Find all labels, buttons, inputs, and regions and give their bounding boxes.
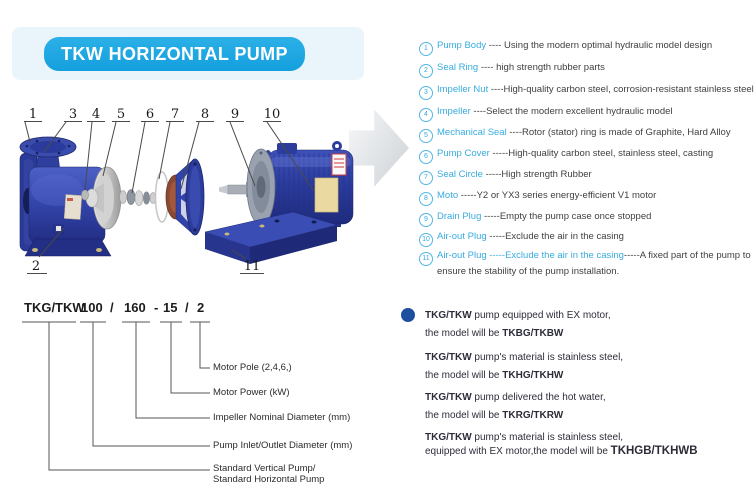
circled-number: 8 bbox=[419, 192, 433, 206]
circled-number: 6 bbox=[419, 150, 433, 164]
model-code-segment: 15 bbox=[163, 300, 178, 315]
mechanical-seal-parts bbox=[120, 190, 157, 206]
model-code-segment: 2 bbox=[197, 300, 205, 315]
part-name: Pump Body bbox=[437, 40, 487, 51]
impeller-nut bbox=[82, 190, 89, 200]
part-name: Air-out Plug bbox=[437, 250, 487, 261]
pump-cover bbox=[166, 159, 204, 235]
model-code-segment: TKG/TKW bbox=[24, 300, 85, 315]
part-desc: ----High-quality carbon steel, corrosion-resistant stainless steel bbox=[488, 84, 754, 95]
circled-number: 4 bbox=[419, 108, 433, 122]
page-title: TKW HORIZONTAL PUMP bbox=[44, 37, 305, 71]
model-code-segment: / bbox=[110, 300, 114, 315]
model-code-label: Impeller Nominal Diameter (mm) bbox=[213, 412, 351, 423]
part-desc: -----High strength Rubber bbox=[482, 169, 592, 180]
part-name: Seal Ring bbox=[437, 62, 479, 73]
part-name: Drain Plug bbox=[437, 211, 482, 222]
list-item: 11 Air-out Plug -----Exclude the air in the casing-----A fixed part of the pump to ensure the stability of the pump installation. bbox=[419, 250, 756, 279]
part-desc: -----Empty the pump case once stopped bbox=[481, 211, 652, 222]
part-name: Moto bbox=[437, 190, 459, 201]
model-code-label: Pump Inlet/Outlet Diameter (mm) bbox=[213, 440, 353, 451]
model-code-tree-lines bbox=[22, 322, 210, 470]
circled-number: 11 bbox=[419, 252, 433, 266]
svg-text:5: 5 bbox=[116, 107, 126, 122]
list-item bbox=[419, 127, 756, 143]
model-code-label-line: Standard Horizontal Pump bbox=[213, 474, 325, 485]
model-code-label-line: Standard Vertical Pump/ bbox=[213, 463, 316, 474]
svg-text:8: 8 bbox=[200, 107, 210, 122]
model-code-segment: - bbox=[154, 300, 159, 315]
svg-text:4: 4 bbox=[91, 107, 101, 122]
circled-number: 3 bbox=[419, 86, 433, 100]
variant-line: the model will be TKRG/TKRW bbox=[425, 410, 564, 421]
list-item bbox=[419, 190, 756, 206]
variant-line: TKG/TKW pump delivered the hot water, bbox=[425, 392, 606, 403]
motor-shaft bbox=[219, 182, 251, 197]
circled-number: 5 bbox=[419, 129, 433, 143]
circled-number: 7 bbox=[419, 171, 433, 185]
part-desc: ---- Using the modern optimal hydraulic model design bbox=[486, 40, 713, 51]
part-name: Impeller bbox=[437, 106, 471, 117]
list-item bbox=[419, 211, 756, 227]
model-code-segment: 100 bbox=[81, 300, 103, 315]
model-code-segment: / bbox=[185, 300, 189, 315]
pump-base bbox=[205, 212, 337, 264]
circled-number: 2 bbox=[419, 64, 433, 78]
part-desc: ----Rotor (stator) ring is made of Graphite, Hard Alloy bbox=[506, 127, 731, 138]
variant-line: the model will be TKBG/TKBW bbox=[425, 328, 564, 339]
svg-text:3: 3 bbox=[68, 107, 78, 122]
svg-text:1: 1 bbox=[28, 107, 38, 122]
circled-number: 10 bbox=[419, 233, 433, 247]
model-code-segment: 160 bbox=[124, 300, 146, 315]
list-item bbox=[419, 40, 756, 56]
part-desc: -----High-quality carbon steel, stainless steel, casting bbox=[489, 148, 714, 159]
svg-text:9: 9 bbox=[230, 107, 240, 122]
part-name: Pump Cover bbox=[437, 148, 490, 159]
svg-text:10: 10 bbox=[263, 107, 281, 122]
svg-text:6: 6 bbox=[145, 107, 155, 122]
part-desc: -----Y2 or YX3 series energy-efficient V1 motor bbox=[458, 190, 657, 201]
list-item bbox=[419, 148, 756, 164]
part-desc: ---- high strength rubber parts bbox=[478, 62, 605, 73]
part-name: Impeller Nut bbox=[437, 84, 489, 95]
part-name: Air-out Plug bbox=[437, 231, 487, 242]
svg-text:2: 2 bbox=[31, 259, 41, 274]
variant-line: TKG/TKW pump's material is stainless steel, bbox=[425, 352, 624, 363]
circled-number: 1 bbox=[419, 42, 433, 56]
list-item bbox=[419, 231, 756, 247]
part-desc: ----Select the modern excellent hydraulic model bbox=[470, 106, 673, 117]
model-code-label: Motor Pole (2,4,6,) bbox=[213, 362, 292, 373]
model-code-label bbox=[213, 463, 324, 485]
list-item bbox=[419, 84, 756, 100]
part-name: Seal Circle bbox=[437, 169, 483, 180]
variant-line: the model will be TKHG/TKHW bbox=[425, 370, 564, 381]
list-item bbox=[419, 62, 756, 78]
variant-line: TKG/TKW pump equipped with EX motor, bbox=[425, 310, 611, 321]
list-item bbox=[419, 106, 756, 122]
pump-exploded-illustration bbox=[15, 95, 360, 280]
part-desc: -----Exclude the air in the casing bbox=[486, 231, 624, 242]
part-desc: -----A fixed part of the pump to ensure the stability of the pump installation. bbox=[437, 250, 751, 277]
svg-text:7: 7 bbox=[170, 107, 180, 122]
variant-line: equipped with EX motor,the model will be TKHGB/TKHWB bbox=[425, 445, 698, 457]
variant-line: TKG/TKW pump's material is stainless steel, bbox=[425, 432, 624, 443]
bullet-dot-icon bbox=[401, 308, 415, 322]
list-item bbox=[419, 169, 756, 185]
circled-number: 9 bbox=[419, 213, 433, 227]
svg-text:11: 11 bbox=[243, 259, 261, 274]
part-name: Mechanical Seal bbox=[437, 127, 507, 138]
model-code-label: Motor Power (kW) bbox=[213, 387, 290, 398]
